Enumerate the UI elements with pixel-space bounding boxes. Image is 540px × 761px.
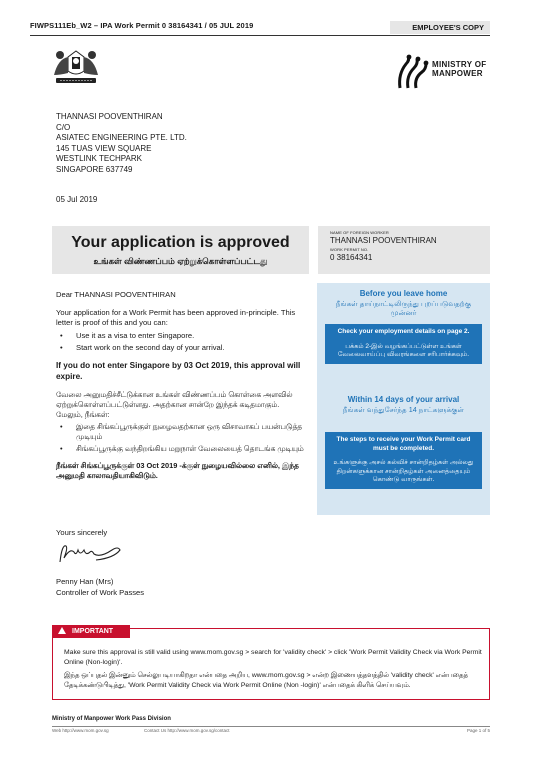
- signer-block: [56, 577, 144, 598]
- check-details-text: Check your employment details on page 2.: [337, 328, 470, 335]
- worker-info-box: [318, 226, 490, 274]
- letter-date: 05 Jul 2019: [56, 195, 98, 204]
- logo-line-2: MANPOWER: [432, 69, 483, 78]
- approval-title: Your application is approved: [71, 234, 290, 251]
- before-leave-title: Before you leave home: [359, 289, 448, 298]
- document-header: [30, 21, 490, 35]
- permit-number-label: WORK PERMIT NO.: [330, 247, 369, 252]
- list-item: • Start work on the second day of your arrival.: [56, 343, 306, 353]
- logo-line-1: MINISTRY OF: [432, 60, 487, 69]
- document-reference: FIWPS111Eb_W2 – IPA Work Permit 0 38164341 / 05 JUL 2019: [30, 21, 254, 30]
- approval-title-tamil: உங்கள் விண்ணப்பம் ஏற்றுக்கொள்ளப்பட்டது: [93, 256, 268, 266]
- greeting: Dear THANNASI POOVENTHIRAN: [56, 290, 176, 299]
- next-steps-sidebar: [317, 283, 490, 515]
- address-line: SINGAPORE 637749: [56, 164, 133, 174]
- list-item: • Use it as a visa to enter Singapore.: [56, 331, 306, 341]
- check-details-box: [325, 324, 482, 364]
- ministry-emblem-icon: [396, 54, 430, 90]
- within-14-days-title: Within 14 days of your arrival: [347, 395, 460, 404]
- ministry-logo: [396, 54, 492, 90]
- important-text-tamil: இந்த ஒப்புதல் இன்னும் செல்லுபடியாகிறதா என்பதை அறிய, www.mom.gov.sg > என்ற இணையத்தளத்தில் 'validity check' என்பதைத் தேடிக்கண்டுபிடித்து, 'Work Permit Validity Check via Work Permit Online (Non -login)' என்பதைக் கிளிக் செய்யவும்.: [64, 672, 468, 689]
- worker-name: THANNASI POOVENTHIRAN: [330, 236, 437, 245]
- warning-icon: [58, 627, 66, 634]
- list-item: • சிங்கப்பூருக்கு வந்திறங்கிய மறுநாள் வேலையைத் தொடங்க முடியும்: [56, 444, 306, 454]
- footer-web-link[interactable]: Web http://www.mom.gov.sg: [52, 728, 109, 733]
- card-steps-text-tamil: உங்களுக்கு அசல் கல்விச் சான்றிதழ்கள் அல்லது திறன்களுக்கான சான்றிதழ்கள் அனைத்தையும் கொண்டு வாருங்கள்.: [333, 459, 474, 483]
- recipient-address: [56, 112, 187, 175]
- address-line: THANNASI POOVENTHIRAN: [56, 112, 163, 121]
- important-body: [64, 648, 484, 694]
- within-14-days-section: [325, 395, 482, 414]
- footer-contact-link[interactable]: Contact Us http://www.mom.gov.sg/contact: [144, 728, 230, 733]
- signer-title: Controller of Work Passes: [56, 587, 145, 597]
- closing: Yours sincerely: [56, 528, 108, 537]
- approval-banner: [52, 226, 309, 274]
- address-line: 145 TUAS VIEW SQUARE: [56, 143, 152, 153]
- expiry-warning: If you do not enter Singapore by 03 Oct 2019, this approval will expire.: [56, 361, 301, 381]
- address-line: ASIATEC ENGINEERING PTE. LTD.: [56, 133, 187, 142]
- singapore-crest-icon: [50, 45, 102, 89]
- header-divider: [30, 35, 490, 36]
- intro-paragraph-tamil: வேலை அனுமதிச்சீட்டுக்கான உங்கள் விண்ணப்பம் கொள்கை அளவில் ஏற்றுக்கொள்ளப்பட்டுள்ளது. அதற்கான சான்றே இந்தக் கடிதமாகும். மேலும், நீங்கள்:: [56, 390, 293, 419]
- before-leave-title-tamil: நீங்கள் தாய்நாட்டிலிருந்து புறப்படுவதற்கு முன்னர்: [335, 298, 472, 317]
- important-text: Make sure this approval is still valid using www.mom.gov.sg > search for 'validity check' > click 'Work Permit Validity Check via Work Permit Online (Non-login)'.: [64, 649, 482, 666]
- copy-label: EMPLOYEE'S COPY: [390, 21, 490, 34]
- signer-name: Penny Han (Mrs): [56, 577, 114, 586]
- list-item: • இதை சிங்கப்பூருக்குள் நுழைவதற்கான ஒரு விசாவாகப் பயன்படுத்த முடியும்: [56, 422, 306, 442]
- important-label: IMPORTANT: [52, 625, 130, 638]
- card-steps-text: The steps to receive your Work Permit card must be completed.: [336, 436, 471, 452]
- within-14-days-title-tamil: நீங்கள் வந்துசேர்ந்த 14 நாட்களுக்குள்: [342, 404, 465, 414]
- page-number: Page 1 of 5: [466, 728, 490, 733]
- page-footer: [52, 716, 490, 733]
- footer-org: Ministry of Manpower Work Pass Division: [52, 716, 171, 722]
- address-line: WESTLINK TECHPARK: [56, 154, 142, 163]
- permit-number: 0 38164341: [330, 253, 373, 262]
- worker-name-label: NAME OF FOREIGN WORKER: [330, 230, 389, 235]
- intro-paragraph: Your application for a Work Permit has been approved in-principle. This letter is proof of this and you can:: [56, 308, 296, 327]
- before-leave-section: [325, 289, 482, 318]
- signature: [56, 538, 126, 568]
- expiry-warning-tamil: நீங்கள் சிங்கப்பூருக்குள் 03 Oct 2019 -க்குள் நுழையவில்லை எனில், இந்த அனுமதி காலாவதியாகிவிடும்.: [56, 461, 299, 480]
- letter-body: [56, 290, 306, 489]
- check-details-text-tamil: பக்கம் 2-இல் வழங்கப்பட்டுள்ள உங்கள் வேலைவாய்ப்பு விவரங்களை சரிபார்க்கவும்.: [337, 342, 470, 358]
- footer-divider: [52, 726, 490, 727]
- address-line: C/O: [56, 122, 71, 132]
- card-steps-box: [325, 432, 482, 489]
